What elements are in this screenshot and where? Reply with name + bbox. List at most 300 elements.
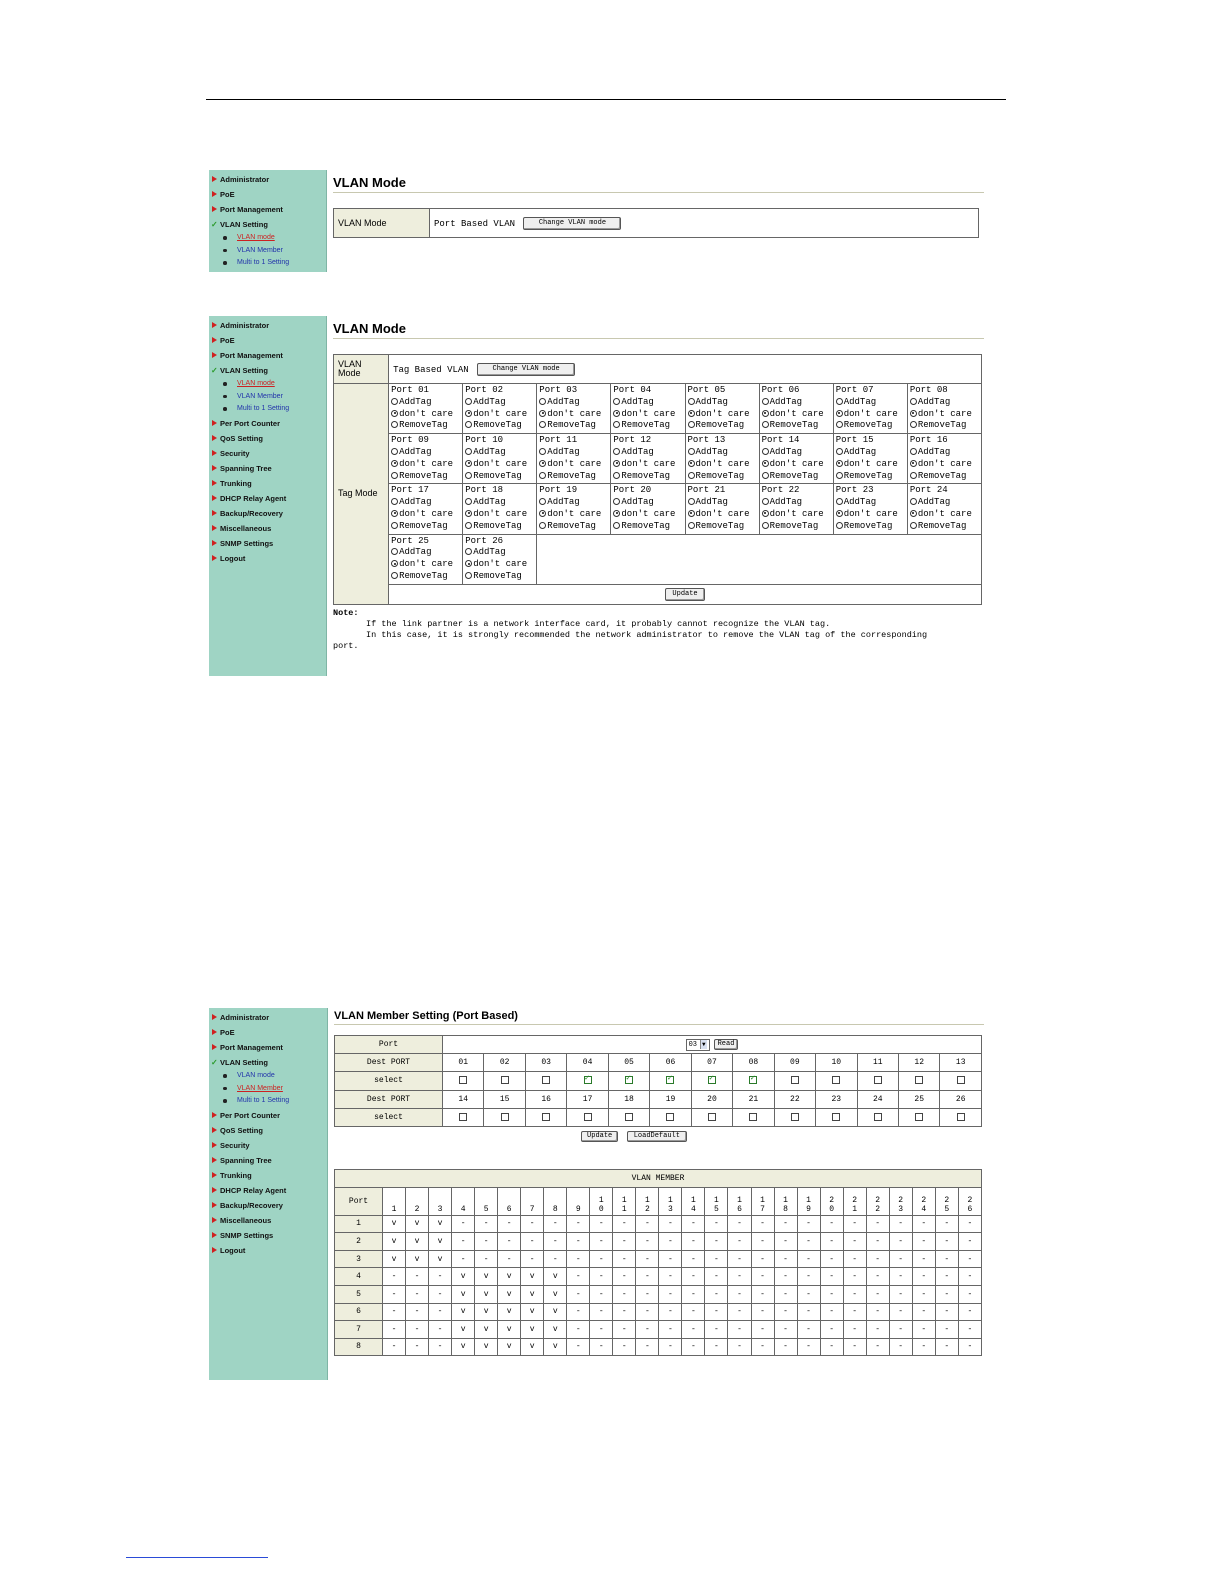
port-tag-cell (833, 434, 907, 484)
tag-option-label: AddTag (547, 497, 580, 508)
tag-option[interactable] (539, 459, 608, 471)
member-cell: - (429, 1268, 452, 1286)
sidebar-subitem-vlan-member[interactable] (209, 391, 326, 404)
chevron-down-icon[interactable]: ▼ (701, 1040, 706, 1048)
radio-don-t-care[interactable] (391, 510, 398, 517)
member-cell: - (843, 1321, 866, 1339)
member-cell: - (958, 1303, 981, 1321)
member-cell: - (682, 1268, 705, 1286)
tag-option[interactable] (836, 521, 905, 533)
radio-removetag[interactable] (762, 472, 769, 479)
radio-removetag[interactable] (836, 421, 843, 428)
member-cell: v (429, 1215, 452, 1233)
radio-don-t-care[interactable] (688, 410, 695, 417)
tag-option[interactable] (539, 521, 608, 533)
sidebar-item-label: Security (220, 448, 250, 458)
port-checkbox[interactable] (625, 1113, 633, 1121)
sidebar-item-dhcp-relay-agent[interactable] (209, 1183, 327, 1198)
tag-option[interactable] (465, 447, 534, 459)
radio-removetag[interactable] (539, 522, 546, 529)
port-checkbox[interactable] (791, 1113, 799, 1121)
radio-don-t-care[interactable] (762, 510, 769, 517)
member-cell: - (774, 1268, 797, 1286)
tag-option[interactable] (465, 409, 534, 421)
tag-option[interactable] (910, 447, 979, 459)
tag-option[interactable] (762, 447, 831, 459)
radio-removetag[interactable] (910, 421, 917, 428)
radio-removetag[interactable] (910, 472, 917, 479)
port-checkbox[interactable] (915, 1113, 923, 1121)
tag-option[interactable] (762, 409, 831, 421)
radio-addtag[interactable] (391, 398, 398, 405)
port-checkbox[interactable] (749, 1076, 757, 1084)
sidebar-item-snmp-settings[interactable] (209, 1228, 327, 1243)
port-checkbox[interactable] (459, 1113, 467, 1121)
radio-addtag[interactable] (613, 498, 620, 505)
tag-option[interactable] (391, 497, 460, 509)
sidebar-item-spanning-tree[interactable] (209, 461, 326, 476)
sidebar-item-logout[interactable] (209, 551, 326, 566)
sidebar-item-snmp-settings[interactable] (209, 536, 326, 551)
radio-don-t-care[interactable] (613, 410, 620, 417)
radio-don-t-care[interactable] (539, 460, 546, 467)
member-cell: - (820, 1338, 843, 1356)
radio-addtag[interactable] (762, 398, 769, 405)
sidebar-subitem-vlan-member[interactable] (209, 245, 326, 258)
member-cell: - (567, 1303, 590, 1321)
radio-addtag[interactable] (465, 548, 472, 555)
select-cell (691, 1108, 732, 1126)
radio-removetag[interactable] (391, 522, 398, 529)
port-checkbox[interactable] (708, 1113, 716, 1121)
radio-addtag[interactable] (613, 398, 620, 405)
port-tag-cell (389, 384, 463, 434)
tag-option[interactable] (836, 509, 905, 521)
radio-removetag[interactable] (688, 522, 695, 529)
dest-port-cell: 22 (774, 1090, 815, 1108)
radio-addtag[interactable] (539, 398, 546, 405)
sidebar-item-trunking[interactable] (209, 476, 326, 491)
radio-don-t-care[interactable] (465, 460, 472, 467)
port-label: Port 09 (391, 435, 429, 446)
radio-addtag[interactable] (465, 448, 472, 455)
tag-option[interactable] (539, 409, 608, 421)
radio-removetag[interactable] (465, 522, 472, 529)
radio-don-t-care[interactable] (613, 510, 620, 517)
radio-addtag[interactable] (836, 398, 843, 405)
radio-addtag[interactable] (465, 498, 472, 505)
member-cell: - (705, 1321, 728, 1339)
radio-addtag[interactable] (910, 448, 917, 455)
member-column-header: 2 4 (912, 1187, 935, 1215)
member-cell: - (659, 1268, 682, 1286)
member-cell: - (682, 1215, 705, 1233)
tag-option[interactable] (613, 420, 682, 432)
tag-option[interactable] (836, 420, 905, 432)
sidebar-subitem-label: VLAN Member (237, 1084, 283, 1092)
tag-option[interactable] (836, 409, 905, 421)
radio-removetag[interactable] (391, 472, 398, 479)
sidebar-item-miscellaneous[interactable] (209, 521, 326, 536)
sidebar-item-administrator[interactable] (209, 318, 326, 333)
port-label: Port 04 (613, 385, 652, 395)
sidebar-item-administrator[interactable] (209, 1010, 327, 1025)
port-tag-cell (389, 434, 463, 484)
port-checkbox[interactable] (874, 1113, 882, 1121)
dest-port-cell: 05 (608, 1054, 649, 1072)
sidebar-item-backup-recovery[interactable] (209, 1198, 327, 1213)
member-column-header: 6 (498, 1187, 521, 1215)
tag-option[interactable] (836, 471, 905, 483)
load-default-button[interactable]: LoadDefault (627, 1131, 687, 1142)
tag-option[interactable] (391, 409, 460, 421)
port-checkbox[interactable] (584, 1076, 592, 1084)
tag-option[interactable] (391, 521, 460, 533)
tag-option[interactable] (465, 459, 534, 471)
tag-option[interactable] (836, 397, 905, 409)
member-row-port: 8 (335, 1338, 383, 1356)
arrow-right-icon (212, 420, 217, 426)
change-vlan-mode-button[interactable]: Change VLAN mode (477, 363, 575, 376)
dest-port-cell: 18 (608, 1090, 649, 1108)
tag-option-label: don't care (621, 508, 676, 519)
sidebar-item-qos-setting[interactable] (209, 431, 326, 446)
member-cell: - (751, 1285, 774, 1303)
table-row (335, 1321, 982, 1339)
tag-option[interactable] (762, 471, 831, 483)
port-checkbox[interactable] (957, 1076, 965, 1084)
vlan-mode-value: Port Based VLAN (434, 218, 516, 229)
dest-port-cell: 23 (816, 1090, 857, 1108)
sidebar-item-security[interactable] (209, 446, 326, 461)
radio-addtag[interactable] (613, 448, 620, 455)
tag-option[interactable] (465, 571, 534, 583)
bullet-icon (223, 395, 227, 399)
radio-don-t-care[interactable] (910, 410, 917, 417)
tag-option-label: don't care (917, 508, 972, 519)
select-cell (733, 1072, 774, 1090)
port-checkbox[interactable] (832, 1076, 840, 1084)
port-checkbox[interactable] (625, 1076, 633, 1084)
sidebar-item-per-port-counter[interactable] (209, 416, 326, 431)
radio-removetag[interactable] (391, 572, 398, 579)
tag-option[interactable] (465, 497, 534, 509)
bullet-icon (223, 1074, 227, 1078)
tag-option[interactable] (836, 459, 905, 471)
radio-removetag[interactable] (762, 421, 769, 428)
member-cell: - (429, 1321, 452, 1339)
tag-option[interactable] (836, 497, 905, 509)
tag-option[interactable] (465, 397, 534, 409)
tag-option[interactable] (910, 509, 979, 521)
sidebar-item-vlan-setting[interactable] (209, 1055, 327, 1070)
member-cell: - (475, 1233, 498, 1251)
tag-option[interactable] (762, 497, 831, 509)
port-checkbox[interactable] (957, 1113, 965, 1121)
radio-don-t-care[interactable] (391, 460, 398, 467)
tag-option[interactable] (910, 497, 979, 509)
radio-addtag[interactable] (539, 448, 546, 455)
radio-addtag[interactable] (391, 548, 398, 555)
sidebar-item-port-management[interactable] (209, 348, 326, 363)
sidebar-subitem-multi-to-1-setting[interactable] (209, 1095, 327, 1108)
tag-option[interactable] (539, 397, 608, 409)
port-checkbox[interactable] (666, 1113, 674, 1121)
tag-option[interactable] (688, 459, 757, 471)
main-content (333, 170, 984, 238)
tag-option[interactable] (762, 521, 831, 533)
tag-option[interactable] (688, 497, 757, 509)
radio-removetag[interactable] (836, 522, 843, 529)
tag-option[interactable] (613, 409, 682, 421)
radio-don-t-care[interactable] (836, 410, 843, 417)
sidebar-subitem-multi-to-1-setting[interactable] (209, 257, 326, 270)
sidebar-subitem-vlan-mode[interactable] (209, 378, 326, 391)
port-checkbox[interactable] (459, 1076, 467, 1084)
member-cell: - (659, 1338, 682, 1356)
tag-option[interactable] (391, 459, 460, 471)
member-cell: - (751, 1215, 774, 1233)
member-cell: v (452, 1285, 475, 1303)
radio-addtag[interactable] (465, 398, 472, 405)
tag-option[interactable] (762, 420, 831, 432)
sidebar-item-label: Trunking (220, 478, 252, 488)
dest-port-cell: 19 (650, 1090, 691, 1108)
tag-option[interactable] (910, 409, 979, 421)
sidebar-item-logout[interactable] (209, 1243, 327, 1258)
radio-removetag[interactable] (688, 472, 695, 479)
sidebar-item-miscellaneous[interactable] (209, 1213, 327, 1228)
radio-removetag[interactable] (465, 472, 472, 479)
tag-option-label: AddTag (547, 396, 580, 407)
update-button[interactable]: Update (581, 1131, 618, 1142)
tag-option[interactable] (688, 397, 757, 409)
radio-removetag[interactable] (465, 421, 472, 428)
tag-option[interactable] (688, 447, 757, 459)
sidebar-subitem-vlan-member[interactable] (209, 1083, 327, 1096)
tag-option[interactable] (836, 447, 905, 459)
sidebar-item-administrator[interactable] (209, 172, 326, 187)
radio-don-t-care[interactable] (688, 460, 695, 467)
change-vlan-mode-button[interactable]: Change VLAN mode (523, 217, 621, 230)
port-tag-cell (537, 384, 611, 434)
radio-removetag[interactable] (762, 522, 769, 529)
tag-option[interactable] (539, 497, 608, 509)
radio-removetag[interactable] (613, 522, 620, 529)
tag-option[interactable] (465, 521, 534, 533)
sidebar-subitem-vlan-mode[interactable] (209, 232, 326, 245)
tag-option[interactable] (391, 571, 460, 583)
radio-removetag[interactable] (836, 472, 843, 479)
tag-option[interactable] (539, 509, 608, 521)
tag-option-label: don't care (473, 559, 528, 570)
tag-option[interactable] (910, 397, 979, 409)
tag-option[interactable] (391, 420, 460, 432)
tag-option[interactable] (688, 509, 757, 521)
tag-option[interactable] (688, 420, 757, 432)
radio-addtag[interactable] (836, 498, 843, 505)
radio-don-t-care[interactable] (836, 510, 843, 517)
tag-option[interactable] (910, 420, 979, 432)
member-cell: - (958, 1268, 981, 1286)
tag-option[interactable] (539, 420, 608, 432)
tag-option[interactable] (688, 409, 757, 421)
radio-don-t-care[interactable] (910, 460, 917, 467)
radio-don-t-care[interactable] (465, 410, 472, 417)
radio-don-t-care[interactable] (465, 560, 472, 567)
radio-removetag[interactable] (539, 472, 546, 479)
port-checkbox[interactable] (708, 1076, 716, 1084)
radio-removetag[interactable] (613, 421, 620, 428)
sidebar-item-dhcp-relay-agent[interactable] (209, 491, 326, 506)
radio-removetag[interactable] (613, 472, 620, 479)
sidebar-subitem-vlan-mode[interactable] (209, 1070, 327, 1083)
radio-don-t-care[interactable] (391, 410, 398, 417)
tag-option[interactable] (762, 509, 831, 521)
sidebar-item-port-management[interactable] (209, 202, 326, 217)
tag-option[interactable] (391, 559, 460, 571)
sidebar-subitem-multi-to-1-setting[interactable] (209, 403, 326, 416)
port-checkbox[interactable] (584, 1113, 592, 1121)
port-checkbox[interactable] (832, 1113, 840, 1121)
port-checkbox[interactable] (501, 1076, 509, 1084)
tag-option[interactable] (465, 420, 534, 432)
sidebar-item-poe[interactable] (209, 1025, 327, 1040)
radio-removetag[interactable] (539, 421, 546, 428)
port-checkbox[interactable] (749, 1113, 757, 1121)
radio-don-t-care[interactable] (465, 510, 472, 517)
tag-option[interactable] (539, 471, 608, 483)
radio-addtag[interactable] (688, 448, 695, 455)
member-cell: - (406, 1338, 429, 1356)
radio-addtag[interactable] (910, 398, 917, 405)
sidebar-item-label: Port Management (220, 205, 283, 214)
member-cell: - (406, 1268, 429, 1286)
port-checkbox[interactable] (874, 1076, 882, 1084)
tag-option[interactable] (613, 471, 682, 483)
tag-option[interactable] (613, 447, 682, 459)
tag-option[interactable] (762, 459, 831, 471)
port-checkbox[interactable] (915, 1076, 923, 1084)
member-column-header: 2 1 (843, 1187, 866, 1215)
radio-addtag[interactable] (391, 448, 398, 455)
port-checkbox[interactable] (542, 1076, 550, 1084)
sidebar-item-trunking[interactable] (209, 1168, 327, 1183)
sidebar-item-vlan-setting[interactable] (209, 217, 326, 232)
arrow-right-icon (212, 450, 217, 456)
tag-option[interactable] (613, 509, 682, 521)
radio-don-t-care[interactable] (391, 560, 398, 567)
port-checkbox[interactable] (666, 1076, 674, 1084)
radio-addtag[interactable] (762, 498, 769, 505)
radio-removetag[interactable] (391, 421, 398, 428)
tag-option[interactable] (613, 459, 682, 471)
sidebar-item-poe[interactable] (209, 187, 326, 202)
tag-option[interactable] (391, 509, 460, 521)
tag-option[interactable] (613, 521, 682, 533)
radio-don-t-care[interactable] (762, 460, 769, 467)
tag-option[interactable] (465, 509, 534, 521)
radio-don-t-care[interactable] (539, 410, 546, 417)
tag-option[interactable] (391, 547, 460, 559)
radio-don-t-care[interactable] (836, 460, 843, 467)
port-checkbox[interactable] (501, 1113, 509, 1121)
tag-option[interactable] (465, 471, 534, 483)
member-cell: - (613, 1215, 636, 1233)
sidebar-item-backup-recovery[interactable] (209, 506, 326, 521)
tag-option-label: AddTag (399, 446, 432, 457)
footnote-link[interactable] (126, 1557, 268, 1558)
tag-option[interactable] (688, 521, 757, 533)
member-cell: - (866, 1268, 889, 1286)
tag-option[interactable] (391, 397, 460, 409)
radio-addtag[interactable] (836, 448, 843, 455)
radio-don-t-care[interactable] (688, 510, 695, 517)
member-cell: - (797, 1338, 820, 1356)
port-select[interactable] (686, 1039, 710, 1051)
member-cell: - (636, 1268, 659, 1286)
sidebar-item-port-management[interactable] (209, 1040, 327, 1055)
radio-removetag[interactable] (688, 421, 695, 428)
member-cell: - (705, 1303, 728, 1321)
port-label: Port 01 (391, 385, 429, 395)
tag-option[interactable] (613, 397, 682, 409)
note-title: Note: (333, 607, 359, 618)
sidebar-item-per-port-counter[interactable] (209, 1108, 327, 1123)
empty-cell (537, 534, 982, 584)
tag-option[interactable] (910, 521, 979, 533)
sidebar-item-spanning-tree[interactable] (209, 1153, 327, 1168)
arrow-right-icon (212, 435, 217, 441)
radio-don-t-care[interactable] (613, 460, 620, 467)
update-button[interactable]: Update (665, 588, 704, 601)
radio-addtag[interactable] (910, 498, 917, 505)
radio-addtag[interactable] (391, 498, 398, 505)
radio-don-t-care[interactable] (910, 510, 917, 517)
tag-option-label: don't care (547, 408, 602, 419)
sidebar-item-vlan-setting[interactable] (209, 363, 326, 378)
radio-addtag[interactable] (688, 498, 695, 505)
tag-option-label: AddTag (399, 396, 432, 407)
tag-option[interactable] (465, 559, 534, 571)
tag-option[interactable] (465, 547, 534, 559)
radio-don-t-care[interactable] (762, 410, 769, 417)
tag-option-label: RemoveTag (917, 470, 967, 481)
tag-option[interactable] (910, 459, 979, 471)
tag-option[interactable] (910, 471, 979, 483)
tag-option[interactable] (391, 447, 460, 459)
sidebar-item-label: Backup/Recovery (220, 1200, 283, 1210)
radio-removetag[interactable] (465, 572, 472, 579)
read-button[interactable]: Read (714, 1039, 739, 1050)
tag-option[interactable] (613, 497, 682, 509)
sidebar-item-poe[interactable] (209, 333, 326, 348)
member-cell: - (682, 1285, 705, 1303)
port-checkbox[interactable] (542, 1113, 550, 1121)
tag-option[interactable] (391, 471, 460, 483)
radio-addtag[interactable] (762, 448, 769, 455)
select-cell (484, 1108, 525, 1126)
radio-removetag[interactable] (910, 522, 917, 529)
radio-addtag[interactable] (539, 498, 546, 505)
radio-addtag[interactable] (688, 398, 695, 405)
tag-option-label: RemoveTag (843, 420, 893, 431)
tag-option[interactable] (688, 471, 757, 483)
radio-don-t-care[interactable] (539, 510, 546, 517)
tag-option[interactable] (539, 447, 608, 459)
port-checkbox[interactable] (791, 1076, 799, 1084)
tag-option[interactable] (762, 397, 831, 409)
